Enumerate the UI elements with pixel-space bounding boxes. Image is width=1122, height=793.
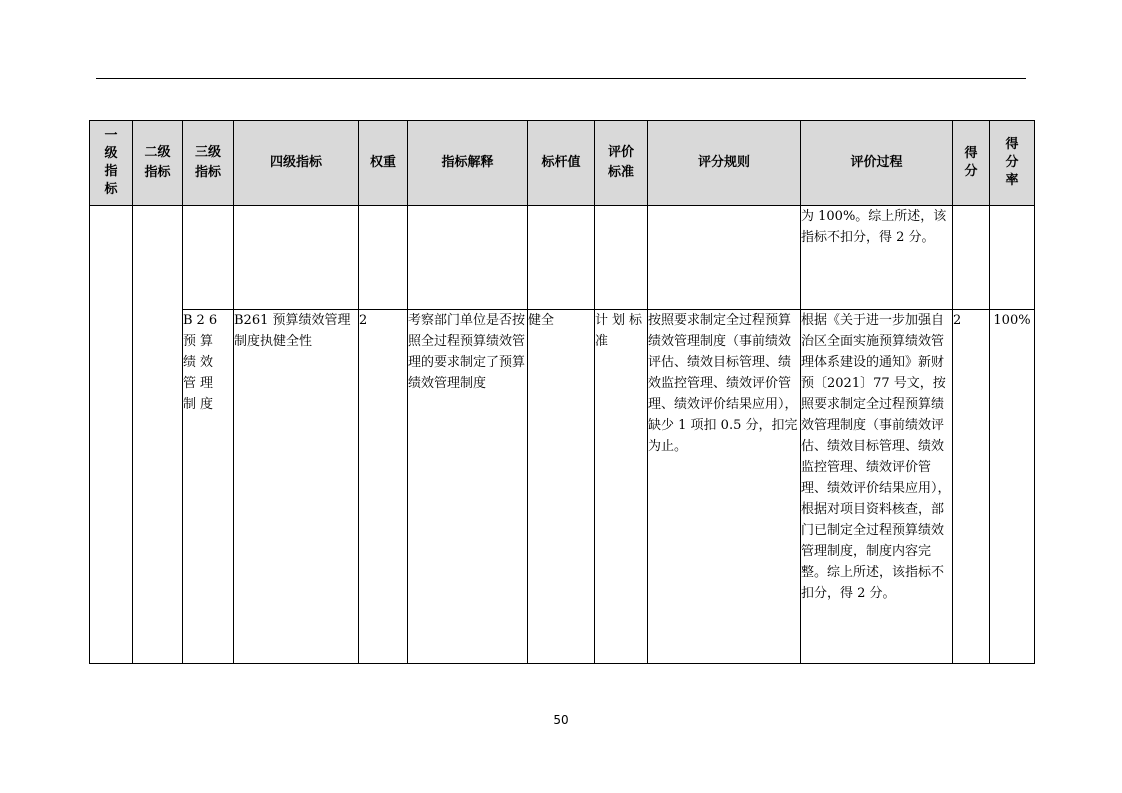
evaluation-table — [89, 120, 1035, 664]
cell-empty — [234, 206, 359, 310]
header-explanation: 指标解释 — [408, 121, 528, 206]
header-weight: 权重 — [359, 121, 408, 206]
cell-empty — [595, 206, 648, 310]
header-rule: 评分规则 — [648, 121, 801, 206]
cell-empty — [183, 206, 234, 310]
page-number: 50 — [553, 713, 569, 727]
header-rate: 得分率 — [990, 121, 1035, 206]
table-row-b261 — [90, 310, 1035, 664]
header-level4: 四级指标 — [234, 121, 359, 206]
cell-weight: 2 — [359, 310, 408, 664]
cell-explanation: 考察部门单位是否按照全过程预算绩效管理的要求制定了预算绩效管理制度 — [408, 310, 528, 664]
cell-level1-empty — [90, 206, 133, 664]
header-level1: 一级指标 — [90, 121, 133, 206]
cell-rate: 100% — [990, 310, 1035, 664]
table-row-continued — [90, 206, 1035, 310]
cell-empty — [359, 206, 408, 310]
header-benchmark: 标杆值 — [528, 121, 595, 206]
cell-level3: B26 预算绩效管理制度 — [183, 310, 234, 664]
header-criterion: 评价标准 — [595, 121, 648, 206]
cell-empty — [408, 206, 528, 310]
header-process: 评价过程 — [801, 121, 953, 206]
header-score: 得分 — [953, 121, 990, 206]
cell-score: 2 — [953, 310, 990, 664]
table-header-row — [90, 121, 1035, 206]
header-level3: 三级指标 — [183, 121, 234, 206]
cell-criterion: 计划标准 — [595, 310, 648, 664]
cell-rule: 按照要求制定全过程预算绩效管理制度（事前绩效评估、绩效目标管理、绩效监控管理、绩效评价管理、绩效评价结果应用），缺少 1 项扣 0.5 分，扣完为止。 — [648, 310, 801, 664]
cell-empty — [953, 206, 990, 310]
cell-level2-empty — [133, 206, 183, 664]
header-rule — [96, 78, 1026, 79]
cell-benchmark: 健全 — [528, 310, 595, 664]
cell-process-continued: 为 100%。综上所述，该指标不扣分，得 2 分。 — [801, 206, 953, 310]
cell-empty — [648, 206, 801, 310]
cell-empty — [528, 206, 595, 310]
cell-process: 根据《关于进一步加强自治区全面实施预算绩效管理体系建设的通知》新财预〔2021〕77 号文，按照要求制定全过程预算绩效管理制度（事前绩效评估、绩效目标管理、绩效监控管理、绩效评价管理、绩效评价结果应用），根据对项目资料核查，部门已制定全过程预算绩效管理制度，制度内容完整。综上所述，该指标不扣分，得 2 分。 — [801, 310, 953, 664]
header-level2: 二级指标 — [133, 121, 183, 206]
cell-level4: B261 预算绩效管理制度执健全性 — [234, 310, 359, 664]
cell-empty — [990, 206, 1035, 310]
